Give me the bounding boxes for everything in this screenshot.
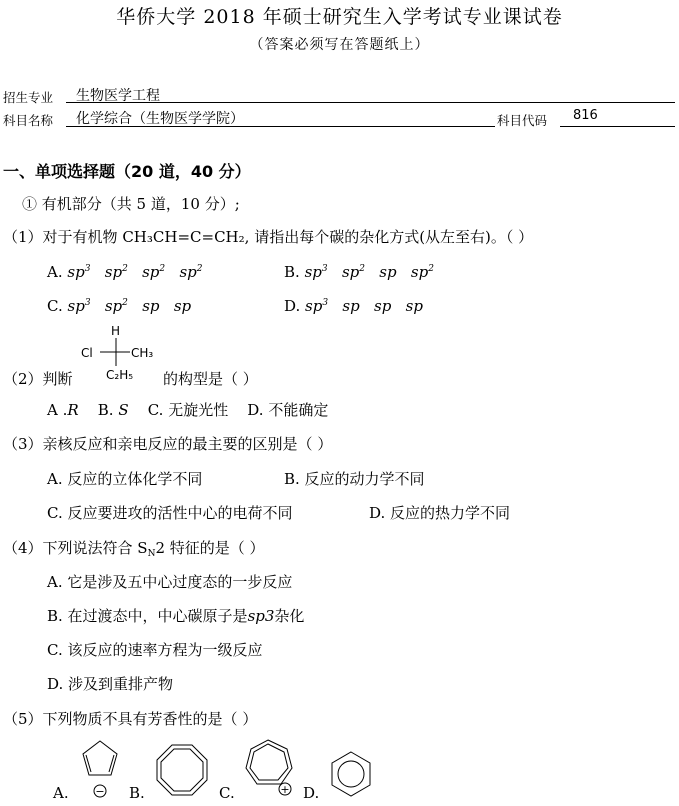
structure-c-tropylium-cation — [246, 740, 292, 796]
question-4: （4）下列说法符合 $S_N2$ 特征的是（ ） — [3, 539, 265, 559]
question-3: （3）亲核反应和亲电反应的最主要的区别是（ ） — [3, 435, 333, 453]
q2-stem-post: 的构型是（ ） — [163, 370, 258, 388]
hyb: sp — [342, 297, 360, 315]
q5-label-a[interactable]: A. — [53, 784, 69, 802]
hyb: $sp^3$ — [304, 263, 328, 281]
question-5: （5）下列物质不具有芳香性的是（ ） — [3, 710, 258, 728]
hyb: $sp^2$ — [104, 263, 128, 281]
structure-d-benzene — [332, 752, 370, 796]
q2-option-c[interactable]: C. 无旋光性 — [147, 401, 229, 419]
structure-a-cyclopentadienyl-anion — [83, 741, 117, 798]
q2-option-a[interactable]: A .R — [47, 401, 79, 419]
hyb: sp — [142, 297, 160, 315]
q1-option-c[interactable]: C. $sp^3$ $sp^2$ sp sp — [47, 297, 192, 315]
hyb: $sp^3$ — [67, 297, 91, 315]
subject-value: 化学综合（生物医学学院） — [76, 111, 244, 127]
q3-option-d[interactable]: D. 反应的热力学不同 — [369, 504, 511, 522]
q1-stem-pre: （1）对于有机物 — [3, 228, 118, 246]
code-value: 816 — [573, 108, 598, 123]
hyb: $sp^2$ — [142, 263, 166, 281]
q3-option-b[interactable]: B. 反应的动力学不同 — [284, 470, 425, 488]
hyb: sp — [173, 297, 192, 315]
major-label: 招生专业 — [3, 90, 54, 105]
q5-structures — [0, 728, 679, 806]
q1-formula: CH₃CH=C=CH₂ — [122, 228, 245, 246]
hyb: $sp^2$ — [179, 263, 203, 281]
exam-subtitle: （答案必须写在答题纸上） — [249, 37, 430, 53]
subject-label: 科目名称 — [3, 113, 54, 128]
hyb: sp — [405, 297, 423, 315]
q1-option-b[interactable]: B. $sp^3$ $sp^2$ sp $sp^2$ — [284, 263, 434, 281]
q4-option-d[interactable]: D. 涉及到重排产物 — [47, 675, 174, 693]
major-underline — [66, 102, 675, 103]
hyb: $sp^2$ — [104, 297, 128, 315]
q2-stem-pre: （2）判断 — [3, 370, 73, 388]
q2-options — [47, 399, 328, 420]
structure-b-cyclooctatetraene — [157, 743, 208, 801]
major-value: 生物医学工程 — [76, 88, 160, 104]
code-label: 科目代码 — [497, 113, 548, 128]
atom-right: CH₃ — [131, 346, 154, 360]
hyb: sp — [374, 297, 392, 315]
q4-option-b[interactable]: B. 在过渡态中，中心碳原子是sp3杂化 — [47, 607, 305, 625]
q1-option-d[interactable]: D. $sp^3$ sp sp sp — [284, 297, 423, 315]
hyb: $sp^2$ — [410, 263, 434, 281]
q1-option-a[interactable]: A. $sp^3$ $sp^2$ $sp^2$ $sp^2$ — [47, 263, 203, 281]
q1-stem-post: , 请指出每个碳的杂化方式(从左至右)。（ ） — [244, 228, 534, 246]
q2-option-d[interactable]: D. 不能确定 — [247, 401, 329, 419]
q3-option-c[interactable]: C. 反应要进攻的活性中心的电荷不同 — [47, 504, 293, 522]
subject-underline — [66, 126, 495, 127]
q5-label-d[interactable]: D. — [303, 784, 320, 802]
atom-top: H — [111, 324, 121, 338]
question-1 — [3, 226, 533, 247]
atom-left: Cl — [81, 346, 93, 360]
q4-option-a[interactable]: A. 它是涉及五中心过度态的一步反应 — [47, 573, 293, 591]
charge-plus: + — [280, 783, 290, 796]
code-underline — [560, 126, 675, 127]
section-title: 一、单项选择题（20 道，40 分） — [3, 162, 251, 181]
q5-label-c[interactable]: C. — [219, 784, 235, 802]
hyb: $sp^3$ — [67, 263, 91, 281]
hyb: sp — [379, 263, 397, 281]
q4-option-c[interactable]: C. 该反应的速率方程为一级反应 — [47, 641, 263, 659]
subsection-title: ① 有机部分（共 5 道，10 分）; — [22, 195, 240, 213]
atom-bottom: C₂H₅ — [106, 368, 134, 382]
q2-molecule — [78, 322, 168, 384]
q3-option-a[interactable]: A. 反应的立体化学不同 — [47, 470, 203, 488]
charge-minus: − — [95, 785, 105, 798]
hyb: $sp^2$ — [341, 263, 365, 281]
q5-label-b[interactable]: B. — [129, 784, 145, 802]
hyb: $sp^3$ — [305, 297, 329, 315]
exam-title: 华侨大学 2018 年硕士研究生入学考试专业课试卷 — [116, 6, 563, 28]
q2-option-b[interactable]: B. S — [97, 401, 129, 419]
